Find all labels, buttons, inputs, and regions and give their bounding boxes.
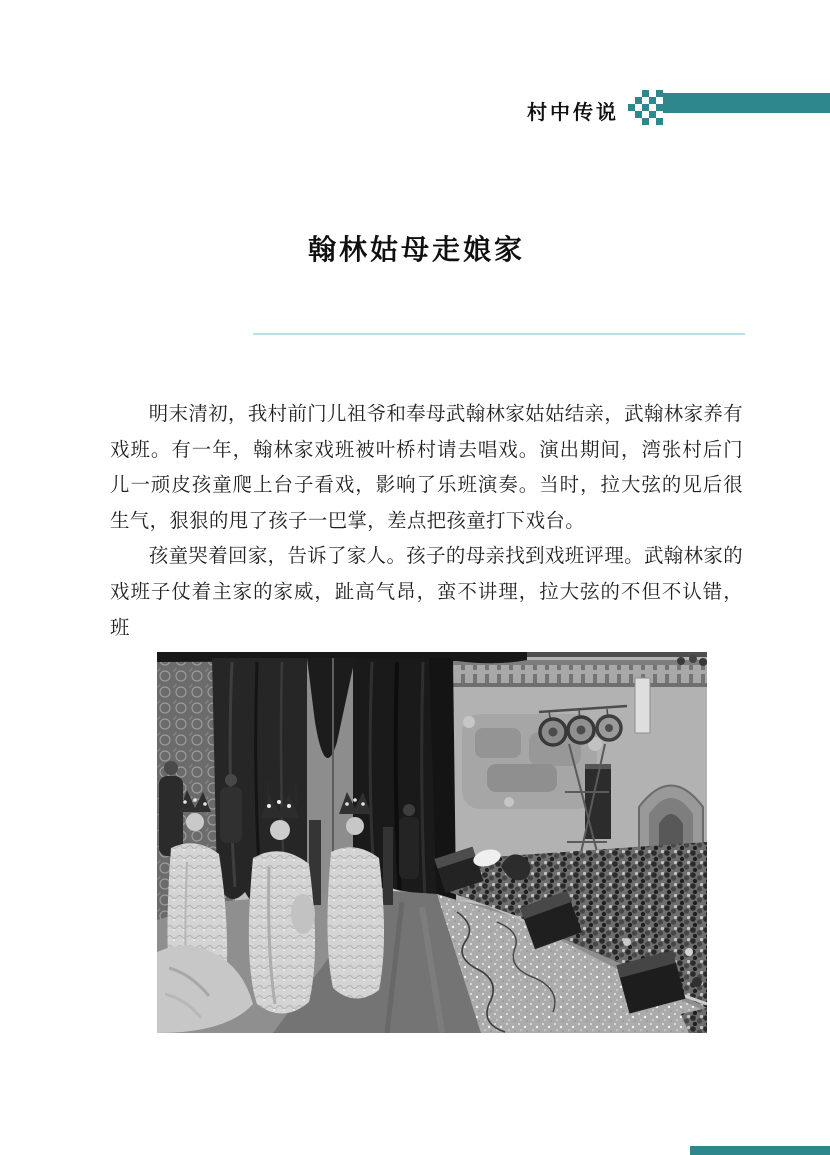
checker-pattern [628,90,663,125]
story-text [110,397,743,646]
stage-performance-photo [157,652,707,1033]
stage-performance-photo-art [157,652,707,1033]
chapter-title: 翰林姑母走娘家 [307,235,525,266]
header-decor-bar [620,85,830,125]
paragraph-1: 明末清初，我村前门儿祖爷和奉母武翰林家姑姑结亲，武翰林家养有戏班。有一年，翰林家戏班被叶桥村请去唱戏。演出期间，湾张村后门儿一顽皮孩童爬上台子看戏，影响了乐班演奏。当时，拉大弦的见后很生气，狠狠的甩了孩子一巴掌，差点把孩童打下戏台。 [110,404,743,532]
paragraph-2: 孩童哭着回家，告诉了家人。孩子的母亲找到戏班评理。武翰林家的戏班子仗着主家的家威，趾高气昂，蛮不讲理，拉大弦的不但不认错，班 [110,546,743,639]
header-solid-bar [663,93,830,113]
footer-decor-bar [690,1146,830,1155]
section-header-label: 村中传说 [527,102,619,124]
title-divider-line [253,333,745,335]
